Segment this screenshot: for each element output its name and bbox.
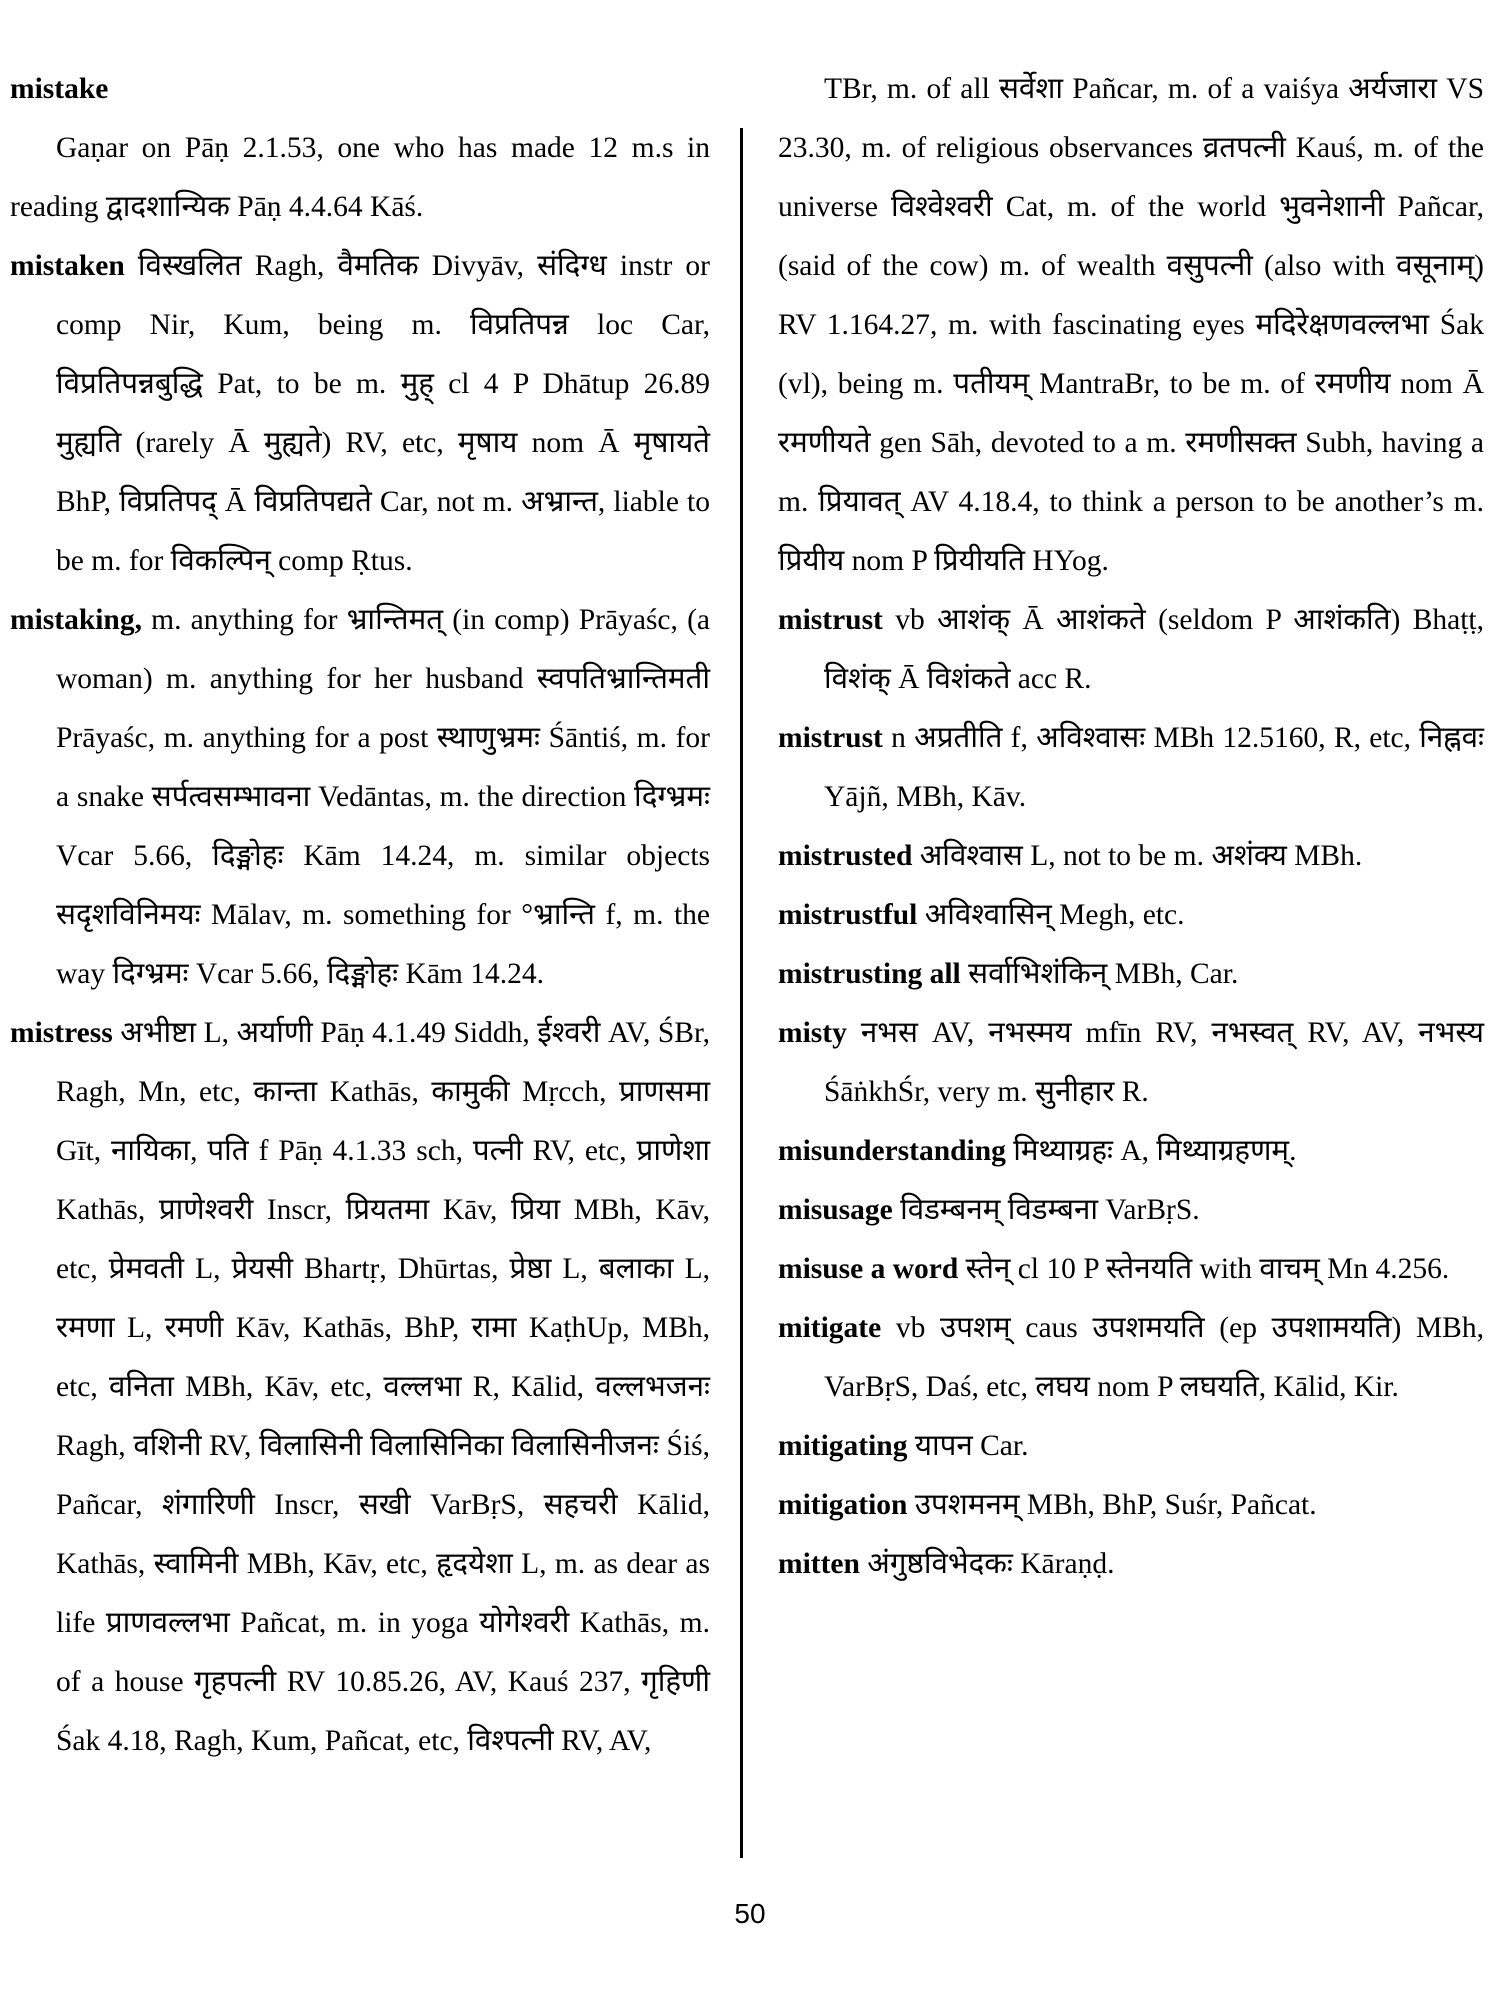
dictionary-entry bbox=[10, 119, 710, 237]
entry-body: अविश्वासिन् Megh, etc. bbox=[917, 899, 1185, 931]
dictionary-entry bbox=[10, 1004, 710, 1771]
entry-body: m. anything for भ्रान्तिमत् (in comp) Prāyaśc, (a woman) m. anything for her husband स्वपतिभ्रान्तिमती Prāyaśc, m. anything for a post स्थाणुभ्रमः Śāntiś, m. for a snake सर्पत्वसम्भावना Vedāntas, m. the direction दिग्भ्रमः Vcar 5.66, दिङ्मोहः Kām 14.24, m. similar objects सदृशविनिमयः Mālav, m. something for °भ्रान्ति f, m. the way दिग्भ्रमः Vcar 5.66, दिङ्मोहः Kām 14.24. bbox=[56, 604, 710, 990]
dictionary-entry bbox=[778, 1299, 1484, 1417]
dictionary-entry bbox=[10, 237, 710, 591]
entry-body: उपशमनम् MBh, BhP, Suśr, Pañcat. bbox=[907, 1489, 1317, 1521]
entry-body: अविश्वास L, not to be m. अशंक्य MBh. bbox=[912, 840, 1363, 872]
headword: misuse a word bbox=[778, 1253, 959, 1285]
entry-body: अंगुष्ठविभेदकः Kāraṇḍ. bbox=[859, 1548, 1115, 1580]
headword: mistrusted bbox=[778, 840, 913, 872]
entry-body: n अप्रतीति f, अविश्वासः MBh 12.5160, R, etc, निह्नवः Yājñ, MBh, Kāv. bbox=[824, 722, 1484, 813]
headword: misusage bbox=[778, 1194, 893, 1226]
dictionary-entry bbox=[778, 1181, 1484, 1240]
dictionary-entry bbox=[778, 1240, 1484, 1299]
dictionary-entry bbox=[10, 591, 710, 1004]
entry-body: विस्खलित Ragh, वैमतिक Divyāv, संदिग्ध instr or comp Nir, Kum, being m. विप्रतिपन्न loc Car, विप्रतिपन्नबुद्धि Pat, to be m. मुह् cl 4 P Dhātup 26.89 मुह्यति (rarely Ā मुह्यते) RV, etc, मृषाय nom Ā मृषायते BhP, विप्रतिपद् Ā विप्रतिपद्यते Car, not m. अभ्रान्त, liable to be m. for विकल्पिन् comp Ṛtus. bbox=[56, 250, 710, 577]
dictionary-entry bbox=[778, 60, 1484, 591]
headword: mistrust bbox=[778, 722, 883, 754]
headword: mistaking, bbox=[10, 604, 142, 636]
dictionary-entry bbox=[778, 1122, 1484, 1181]
entry-body: vb उपशम् caus उपशमयति (ep उपशामयति) MBh, VarBṛS, Daś, etc, लघय nom P लघयति, Kālid, Kir. bbox=[824, 1312, 1484, 1403]
right-column bbox=[778, 60, 1484, 1594]
entry-body: सर्वाभिशंकिन् MBh, Car. bbox=[960, 958, 1239, 990]
left-column bbox=[10, 60, 710, 1771]
dictionary-entry bbox=[778, 709, 1484, 827]
entry-body: यापन Car. bbox=[907, 1430, 1029, 1462]
headword: mistrusting all bbox=[778, 958, 961, 990]
headword: mistress bbox=[10, 1017, 113, 1049]
dictionary-entry bbox=[778, 827, 1484, 886]
headword: mistake bbox=[10, 73, 109, 105]
entry-body: अभीष्टा L, अर्याणी Pāṇ 4.1.49 Siddh, ईश्वरी AV, ŚBr, Ragh, Mn, etc, कान्ता Kathās, कामुकी Mṛcch, प्राणसमा Gīt, नायिका, पति f Pāṇ 4.1.33 sch, पत्नी RV, etc, प्राणेशा Kathās, प्राणेश्वरी Inscr, प्रियतमा Kāv, प्रिया MBh, Kāv, etc, प्रेमवती L, प्रेयसी Bhartṛ, Dhūrtas, प्रेष्ठा L, बलाका L, रमणा L, रमणी Kāv, Kathās, BhP, रामा KaṭhUp, MBh, etc, वनिता MBh, Kāv, etc, वल्लभा R, Kālid, वल्लभजनः Ragh, वशिनी RV, विलासिनी विलासिनिका विलासिनीजनः Śiś, Pañcar, शंगारिणी Inscr, सखी VarBṛS, सहचरी Kālid, Kathās, स्वामिनी MBh, Kāv, etc, हृदयेशा L, m. as dear as life प्राणवल्लभा Pañcat, m. in yoga योगेश्वरी Kathās, m. of a house गृहपत्नी RV 10.85.26, AV, Kauś 237, गृहिणी Śak 4.18, Ragh, Kum, Pañcat, etc, विश्पत्नी RV, AV, bbox=[56, 1017, 710, 1757]
headword: mistaken bbox=[10, 250, 125, 282]
entry-body: vb आशंक् Ā आशंकते (seldom P आशंकति) Bhaṭṭ, विशंक् Ā विशंकते acc R. bbox=[824, 604, 1484, 695]
dictionary-entry bbox=[778, 1476, 1484, 1535]
dictionary-entry bbox=[778, 1417, 1484, 1476]
headword: mitigating bbox=[778, 1430, 908, 1462]
dictionary-entry bbox=[778, 1004, 1484, 1122]
entry-body: TBr, m. of all सर्वेशा Pañcar, m. of a vaiśya अर्यजारा VS 23.30, m. of religious observances व्रतपत्नी Kauś, m. of the universe विश्वेश्वरी Cat, m. of the world भुवनेशानी Pañcar, (said of the cow) m. of wealth वसुपत्नी (also with वसूनाम्) RV 1.164.27, m. with fascinating eyes मदिरेक्षणवल्लभा Śak (vl), being m. पतीयम् MantraBr, to be m. of रमणीय nom Ā रमणीयते gen Sāh, devoted to a m. रमणीसक्त Subh, having a m. प्रियावत् AV 4.18.4, to think a person to be another’s m. प्रियीय nom P प्रियीयति HYog. bbox=[778, 73, 1484, 577]
column-divider bbox=[740, 128, 743, 1858]
headword: mitigation bbox=[778, 1489, 908, 1521]
headword: mitigate bbox=[778, 1312, 882, 1344]
dictionary-entry bbox=[10, 60, 710, 119]
page-number: 50 bbox=[734, 1898, 766, 1929]
entry-body: मिथ्याग्रहः A, मिथ्याग्रहणम्. bbox=[1005, 1135, 1297, 1167]
headword: misunderstanding bbox=[778, 1135, 1006, 1167]
dictionary-entry bbox=[778, 1535, 1484, 1594]
entry-body: विडम्बनम् विडम्बना VarBṛS. bbox=[892, 1194, 1200, 1226]
dictionary-entry bbox=[778, 945, 1484, 1004]
dictionary-entry bbox=[778, 591, 1484, 709]
entry-body: नभस AV, नभस्मय mfīn RV, नभस्वत् RV, AV, नभस्य ŚāṅkhŚr, very m. सुनीहार R. bbox=[824, 1017, 1484, 1108]
entry-body: स्तेन् cl 10 P स्तेनयति with वाचम् Mn 4.256. bbox=[958, 1253, 1450, 1285]
dictionary-entry bbox=[778, 886, 1484, 945]
entry-body: Gaṇar on Pāṇ 2.1.53, one who has made 12 m.s in reading द्वादशान्यिक Pāṇ 4.4.64 Kāś. bbox=[10, 132, 710, 223]
headword: misty bbox=[778, 1017, 847, 1049]
headword: mitten bbox=[778, 1548, 860, 1580]
headword: mistrust bbox=[778, 604, 883, 636]
headword: mistrustful bbox=[778, 899, 918, 931]
